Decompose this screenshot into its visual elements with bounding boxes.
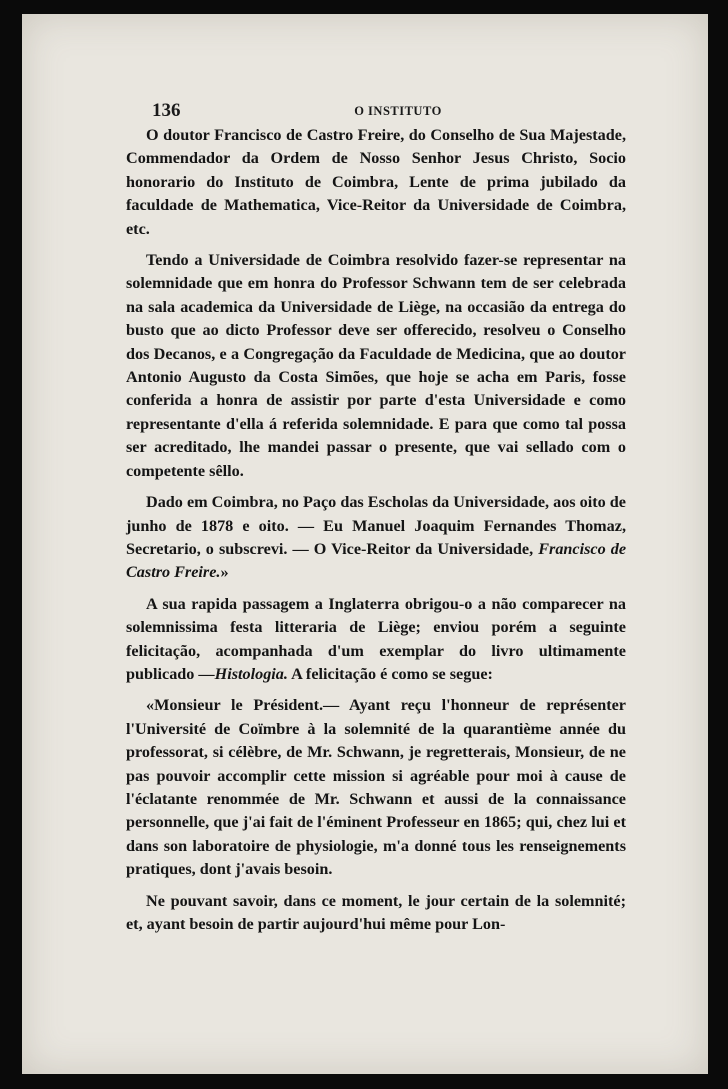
paragraph-dated-signature: Dado em Coimbra, no Paço das Escholas da Universidade, aos oito de junho de 1878 e oito. — Eu Manuel Joaquim Fernandes Thomaz, Secretario, o subscrevi. — O Vice-Reitor da Universidade, Francisco de Castro Freire.» bbox=[126, 493, 626, 582]
running-title: O INSTITUTO bbox=[354, 104, 442, 118]
signature-name: Francisco de Castro Freire. bbox=[126, 539, 626, 582]
paragraph-french-letter: «Monsieur le Président.— Ayant reçu l'honneur de représenter l'Université de Coïmbre à la solemnité de la quarantième année du professorat, si célèbre, de Mr. Schwann, je regretterais, Monsieur, de ne pas pouvoir accomplir cette mission si agréable pour moi à cause de l'éclatante renommée de Mr. Schwann et aussi de la connaissance personnelle, que j'ai fait de l'éminent Professeur en 1865; qui, chez lui et dans son laboratoire de physiologie, m'a donné tous les renseignements pratiques, dont j'avais besoin. bbox=[126, 696, 626, 879]
body-text bbox=[126, 124, 626, 944]
page-number: 136 bbox=[152, 100, 181, 121]
paragraph-resolution: Tendo a Universidade de Coimbra resolvido fazer-se representar na solemnidade que em honra do Professor Schwann tem de ser celebrada na sala academica da Universidade de Liège, na occasião da entrega do busto que ao dicto Professor deve ser offerecido, resolveu o Conselho dos Decanos, e a Congregação da Faculdade de Medicina, que ao doutor Antonio Augusto da Costa Simões, que hoje se acha em Paris, fosse conferida a honra de assistir por parte d'esta Universidade e como representante d'ella á referida solemnidade. E para que como tal possa ser acreditado, lhe mandei passar o presente, que vai sellado com o competente sêllo. bbox=[126, 251, 626, 480]
book-title: Histologia. bbox=[214, 664, 288, 683]
paragraph-french-continued: Ne pouvant savoir, dans ce moment, le jour certain de la solemnité; et, ayant besoin de partir aujourd'hui même pour Lon- bbox=[126, 891, 626, 933]
paragraph-england-trip: A sua rapida passagem a Inglaterra obrigou-o a não comparecer na solemnissima festa litteraria de Liège; enviou porém a seguinte felicitação, acompanhada d'um exemplar do livro ultimamente publicado —Histologia. A felicitação é como se segue: bbox=[126, 594, 626, 683]
paragraph-header-credentials: O doutor Francisco de Castro Freire, do Conselho de Sua Majestade, Commendador da Ordem de Nosso Senhor Jesus Christo, Socio honorario do Instituto de Coimbra, Lente de prima jubilado da faculdade de Mathematica, Vice-Reitor da Universidade de Coimbra, etc. bbox=[126, 126, 626, 238]
page-header bbox=[150, 92, 646, 122]
